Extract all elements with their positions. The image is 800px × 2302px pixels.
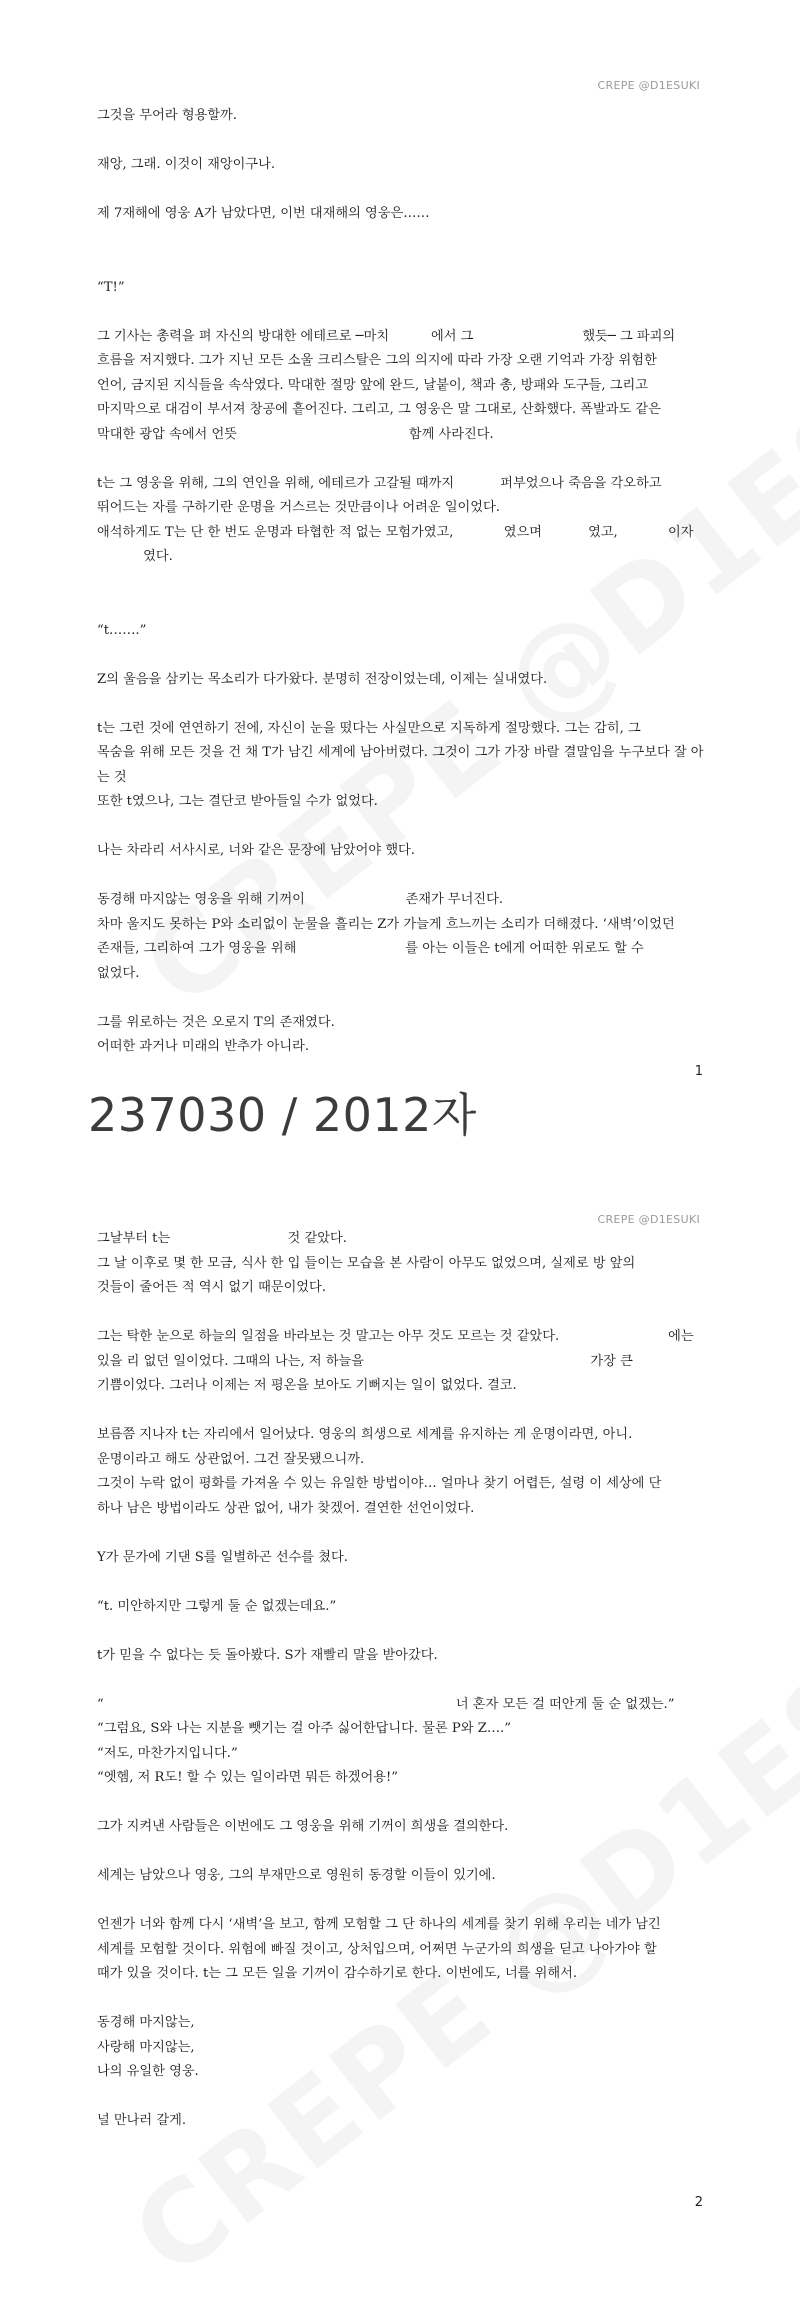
paragraph: 그가 지켜낸 사람들은 이번에도 그 영웅을 위해 기꺼이 희생을 결의한다.	[97, 1819, 509, 1834]
paragraph: 나는 차라리 서사시로, 너와 같은 문장에 남았어야 했다.	[97, 843, 415, 858]
paragraph: 제 7재해에 영웅 A가 남았다면, 이번 대재해의 영웅은……	[97, 206, 430, 221]
paragraph: Z의 울음을 삼키는 목소리가 다가왔다. 분명히 전장이었는데, 이제는 실내였다.	[97, 671, 548, 687]
paragraph: 언젠가 너와 함께 다시 ‘새벽’을 보고, 함께 모험할 그 단 하나의 세계를 찾기 위해 우리는 네가 남긴 세계를 모험할 것이다. 위험에 빠질 것이고, 상처입으며, 어쩌면 누군가의 희생을 딛고 나아가야 할 때가 있을 것이다. t는 그 모든 일을 기꺼이 감수하기로 한다. 이번에도, 너를 위해서.	[97, 1917, 661, 1981]
paragraph: “T!”	[97, 279, 125, 295]
paragraph: 세계는 남았으나 영웅, 그의 부재만으로 영원히 동경할 이들이 있기에.	[97, 1868, 496, 1883]
paragraph: 재앙, 그래. 이것이 재앙이구나.	[97, 157, 276, 172]
paragraph: Y가 문가에 기댄 S를 일별하곤 선수를 쳤다.	[97, 1549, 348, 1565]
paragraph: t는 그런 것에 연연하기 전에, 자신이 눈을 떴다는 사실만으로 지독하게 절망했다. 그는 감히, 그 목숨을 위해 모든 것을 건 채 T가 남긴 세계에 남아버렸다. 그것이 그가 가장 바랄 결말임을 누구보다 잘 아는 것 또한 t였으나, 그는 결단코 받아들일 수가 없었다.	[97, 720, 704, 809]
page-number: 1	[694, 1064, 703, 1079]
paragraph: 그 기사는 총력을 펴 자신의 방대한 에테르로 ─마치 에서 그 했듯─ 그 파괴의 흐름을 저지했다. 그가 지닌 모든 소울 크리스탈은 그의 의지에 따라 가장 오랜 기억과 가장 위험한 언어, 금지된 지식들을 속삭였다. 막대한 절망 앞에 완드, 날붙이, 책과 총, 방패와 도구들, 그리고 마지막으로 대검이 부서져 창공에 흩어진다. 그리고, 그 영웅은 말 그대로, 산화했다. 폭발과도 같은 막대한 광압 속에서 언뜻 함께 사라진다.	[97, 328, 676, 442]
paragraph: t가 믿을 수 없다는 듯 돌아봤다. S가 재빨리 말을 받아갔다.	[97, 1647, 438, 1663]
paragraph: 그것을 무어라 형용할까.	[97, 108, 237, 123]
paragraph: 그날부터 t는 것 같았다. 그 날 이후로 몇 한 모금, 식사 한 입 들이는 모습을 본 사람이 아무도 없었으며, 실제로 방 앞의 것들이 줄어든 적 역시 없기 때문이었다.	[97, 1231, 636, 1295]
paragraph: 동경해 마지않는 영웅을 위해 기꺼이 존재가 무너진다. 차마 울지도 못하는 P와 소리없이 눈물을 흘리는 Z가 가늘게 흐느끼는 소리가 더해졌다. ‘새벽’이었던 존재들, 그리하여 그가 영웅을 위해 를 아는 이들은 t에게 어떠한 위로도 할 수 없었다.	[97, 892, 675, 981]
paragraph: 그를 위로하는 것은 오로지 T의 존재였다. 어떠한 과거나 미래의 반추가 아니라.	[97, 1014, 335, 1054]
page2-body	[97, 1227, 705, 2134]
paragraph: 동경해 마지않는, 사랑해 마지않는, 나의 유일한 영웅.	[97, 2015, 199, 2079]
credit-label-page2: CREPE @D1ESUKI	[597, 1213, 700, 1226]
page1-body	[97, 104, 705, 1060]
section-heading: 237030 / 2012자	[88, 1088, 477, 1142]
paragraph: “t…….”	[97, 622, 147, 638]
paragraph: t는 그 영웅을 위해, 그의 연인을 위해, 에테르가 고갈될 때까지 퍼부었으나 죽음을 각오하고 뛰어드는 자를 구하기란 운명을 거스르는 것만큼이나 어려운 일이었다. 애석하게도 T는 단 한 번도 운명과 타협한 적 없는 모험가였고, 였으며 였고, 이자 였다.	[97, 475, 694, 564]
page-number: 2	[694, 2195, 703, 2210]
paragraph: 보름쯤 지나자 t는 자리에서 일어났다. 영웅의 희생으로 세계를 유지하는 게 운명이라면, 아니. 운명이라고 해도 상관없어. 그건 잘못됐으니까. 그것이 누락 없이 평화를 가져올 수 있는 유일한 방법이야… 얼마나 찾기 어렵든, 설령 이 세상에 단 하나 남은 방법이라도 상관 없어, 내가 찾겠어. 결연한 선언이었다.	[97, 1427, 662, 1516]
paragraph: 널 만나러 갈게.	[97, 2113, 187, 2128]
paragraph: 그는 탁한 눈으로 하늘의 일점을 바라보는 것 말고는 아무 것도 모르는 것 같았다. 에는 있을 리 없던 일이었다. 그때의 나는, 저 하늘을 가장 큰 기쁨이었다. 그러나 이제는 저 평온을 보아도 기뻐지는 일이 없었다. 결코.	[97, 1329, 694, 1393]
credit-label-page1: CREPE @D1ESUKI	[597, 79, 700, 92]
paragraph: “ 너 혼자 모든 걸 떠안게 둘 순 없겠는.” “그럼요, S와 나는 지분을 뺏기는 걸 아주 싫어한답니다. 물론 P와 Z….” “저도, 마찬가지입니다.” “엣헴, 저 R도! 할 수 있는 일이라면 뭐든 하겠어용!”	[97, 1696, 675, 1785]
paragraph: “t. 미안하지만 그렇게 둘 순 없겠는데요.”	[97, 1598, 337, 1614]
